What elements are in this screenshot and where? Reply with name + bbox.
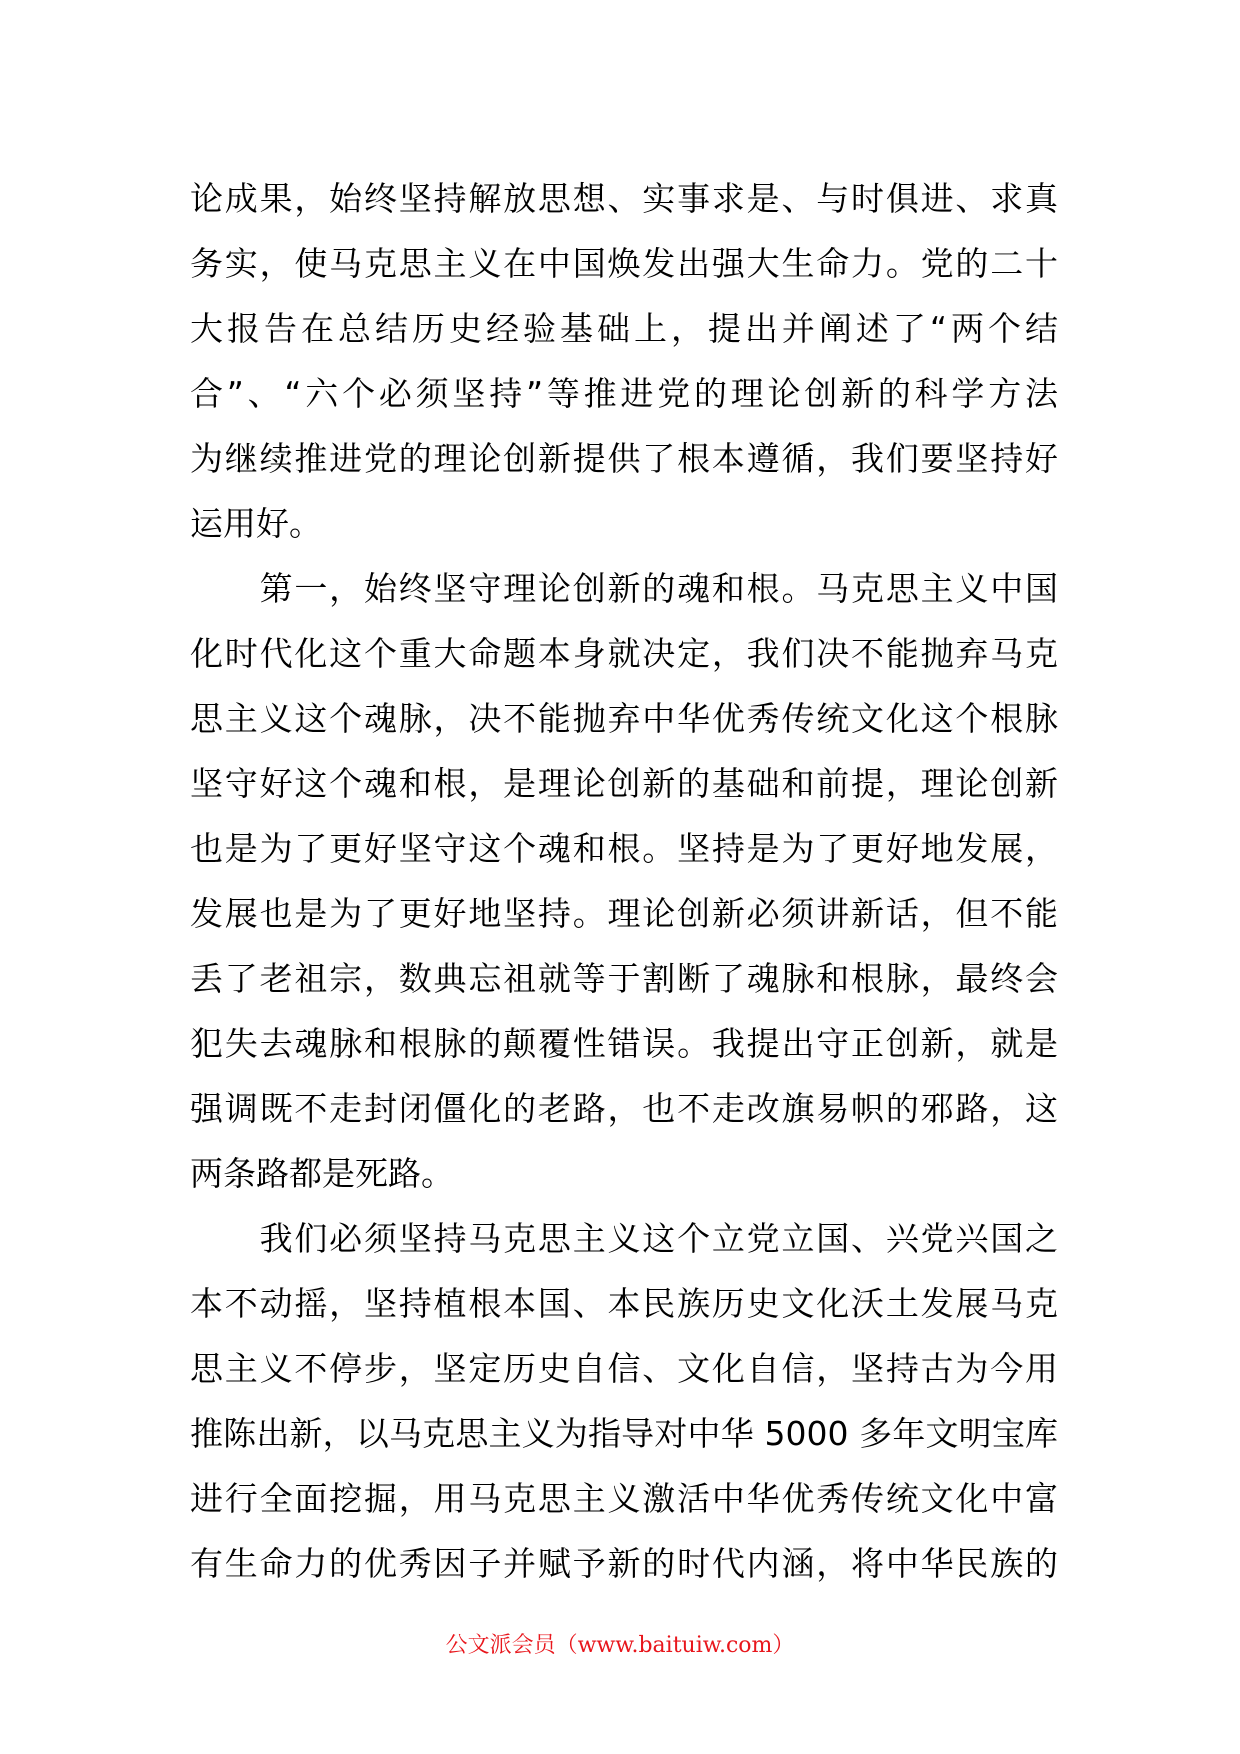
text-line: 进行全面挖掘，用马克思主义激活中华优秀传统文化中富 (190, 1479, 1058, 1518)
text-line: 思主义这个魂脉，决不能抛弃中华优秀传统文化这个根脉 (190, 699, 1058, 738)
text-line: 运用好。 (190, 504, 322, 543)
text-line: 我们必须坚持马克思主义这个立党立国、兴党兴国之 (190, 1219, 1058, 1258)
text-line: 犯失去魂脉和根脉的颠覆性错误。我提出守正创新，就是 (190, 1024, 1058, 1063)
text-line: 有生命力的优秀因子并赋予新的时代内涵，将中华民族的 (190, 1544, 1058, 1583)
text-line: 论成果，始终坚持解放思想、实事求是、与时俱进、求真 (190, 179, 1058, 218)
body-text (190, 166, 1058, 1596)
text-line: 也是为了更好坚守这个魂和根。坚持是为了更好地发展， (190, 829, 1058, 868)
text-line: 第一，始终坚守理论创新的魂和根。马克思主义中国 (190, 569, 1058, 608)
text-line: 发展也是为了更好地坚持。理论创新必须讲新话，但不能 (190, 894, 1058, 933)
text-line: 坚守好这个魂和根，是理论创新的基础和前提，理论创新 (190, 764, 1058, 803)
text-line: 两条路都是死路。 (190, 1154, 454, 1193)
text-line: 丢了老祖宗，数典忘祖就等于割断了魂脉和根脉，最终会 (190, 959, 1058, 998)
text-line: 化时代化这个重大命题本身就决定，我们决不能抛弃马克 (190, 634, 1058, 673)
text-line: 合”、“六个必须坚持”等推进党的理论创新的科学方法 (190, 374, 1058, 413)
text-line: 大报告在总结历史经验基础上，提出并阐述了“两个结 (190, 309, 1058, 348)
text-line: 本不动摇，坚持植根本国、本民族历史文化沃土发展马克 (190, 1284, 1058, 1323)
text-line: 思主义不停步，坚定历史自信、文化自信，坚持古为今用 (190, 1349, 1058, 1388)
text-line: 推陈出新，以马克思主义为指导对中华 5000 多年文明宝库 (190, 1414, 1058, 1453)
text-line: 务实，使马克思主义在中国焕发出强大生命力。党的二十 (190, 244, 1058, 283)
text-line: 为继续推进党的理论创新提供了根本遵循，我们要坚持好 (190, 439, 1058, 478)
text-line: 强调既不走封闭僵化的老路，也不走改旗易帜的邪路，这 (190, 1089, 1058, 1128)
footer-watermark: 公文派会员（www.baituiw.com） (445, 1633, 795, 1658)
